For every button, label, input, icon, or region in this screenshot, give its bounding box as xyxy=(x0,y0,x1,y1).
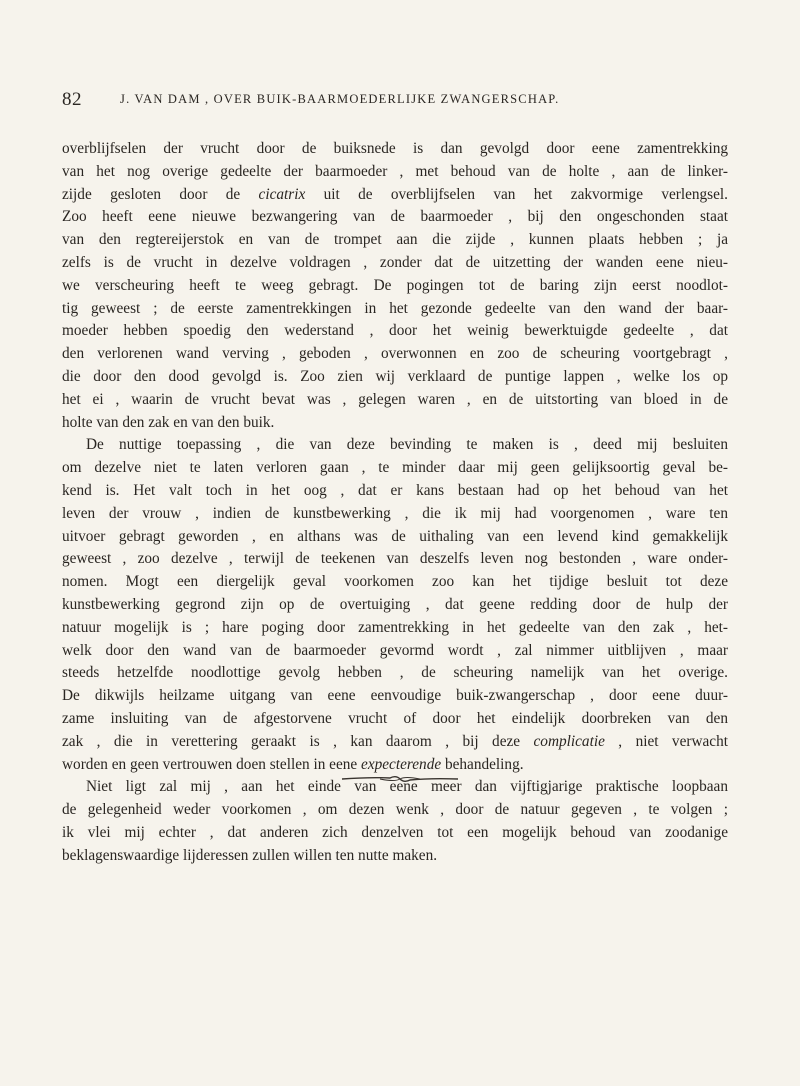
text-line: van het nog overige gedeelte der baarmoeder , met behoud van de holte , aan de linker- xyxy=(62,162,728,180)
text-line: tig geweest ; de eerste zamentrekkingen in het gezonde gedeelte van den wand der baar- xyxy=(62,299,728,317)
text-line: ik vlei mij echter , dat anderen zich denzelven tot een mogelijk behoud van zoodanige xyxy=(62,823,728,841)
text-line: zelfs is de vrucht in dezelve voldragen , zonder dat de uitzetting der wanden eene nieu- xyxy=(62,253,728,271)
text-line: die door den dood gevolgd is. Zoo zien wij verklaard de puntige lappen , welke los op xyxy=(62,367,728,385)
text-line: moeder hebben spoedig den wederstand , door het weinig bewerktuigde gedeelte , dat xyxy=(62,322,728,340)
text-line: steeds hetzelfde noodlottige gevolg hebben , de scheuring namelijk van het overige. xyxy=(62,664,728,682)
text-line: holte van den zak en van den buik. xyxy=(62,413,275,431)
text-line: natuur mogelijk is ; hare poging door zamentrekking in het gedeelte van den zak , het- xyxy=(62,618,728,636)
text-line: het ei , waarin de vrucht bevat was , gelegen waren , en de uitstorting van bloed in de xyxy=(62,390,728,408)
text-line: welk door den wand van de baarmoeder gevormd wordt , zal nimmer uitblijven , maar xyxy=(62,641,728,659)
running-head xyxy=(62,89,726,111)
text-line: leven der vrouw , indien de kunstbewerking , die ik mij had voorgenomen , ware ten xyxy=(62,504,728,522)
italic-term: cicatrix xyxy=(258,185,306,203)
text-line: geweest , zoo dezelve , terwijl de teekenen van deszelfs leven nog bestonden , ware onder- xyxy=(62,550,728,568)
text-line: zak , die in verettering geraakt is , kan daarom , bij deze complicatie , niet verwacht xyxy=(62,732,728,750)
text-line: kend is. Het valt toch in het oog , dat er kans bestaan had op het behoud van het xyxy=(62,481,728,499)
running-title: J. VAN DAM , OVER BUIK-BAARMOEDERLIJKE ZWANGERSCHAP. xyxy=(120,92,560,106)
text-line: zijde gesloten door de cicatrix uit de overblijfselen van het zakvormige verlengsel. xyxy=(62,185,729,203)
text-line: nomen. Mogt een diergelijk geval voorkomen zoo kan het tijdige besluit tot deze xyxy=(62,573,728,591)
tailpiece-ornament-icon xyxy=(340,774,460,784)
text-line: zame insluiting van de afgestorvene vrucht of door het eindelijk doorbreken van den xyxy=(62,709,728,727)
text-line: worden en geen vertrouwen doen stellen in eene expecterende behandeling. xyxy=(62,755,524,773)
page-number: 82 xyxy=(62,89,82,110)
text-line: beklagenswaardige lijderessen zullen willen ten nutte maken. xyxy=(62,846,438,864)
text-line: de gelegenheid weder voorkomen , om dezen wenk , door de natuur gegeven , te volgen ; xyxy=(62,801,728,819)
text-line: Zoo heeft eene nieuwe bezwangering van de baarmoeder , bij den ongeschonden staat xyxy=(62,208,728,226)
body-text xyxy=(62,138,728,868)
italic-term: complicatie xyxy=(533,732,605,750)
text-line: van den regtereijerstok en van de trompet aan die zijde , kunnen plaats hebben ; ja xyxy=(62,231,728,249)
text-line: kunstbewerking gegrond zijn op de overtuiging , dat geene redding door de hulp der xyxy=(62,595,728,613)
text-line: overblijfselen der vrucht door de buiksnede is dan gevolgd door eene zamentrekking xyxy=(62,140,728,157)
text-line: Niet ligt zal mij , aan het einde van eene meer dan vijftigjarige praktische loopbaan xyxy=(86,778,728,796)
text-line: om dezelve niet te laten verloren gaan , te minder daar mij geen gelijksoortig geval be- xyxy=(62,459,728,477)
text-line: we verscheuring heeft te weeg gebragt. De pogingen tot de baring zijn eerst noodlot- xyxy=(62,276,728,294)
text-line: De nuttige toepassing , die van deze bevinding te maken is , deed mij besluiten xyxy=(86,436,728,454)
italic-term: expecterende xyxy=(361,755,442,773)
text-line: De dikwijls heilzame uitgang van eene eenvoudige buik-zwangerschap , door eene duur- xyxy=(62,687,728,705)
text-line: den verlorenen wand verving , geboden , overwonnen en zoo de scheuring voortgebragt , xyxy=(62,345,728,363)
text-line: uitvoer gebragt geworden , en althans was de uithaling van een levend kind gemakkelijk xyxy=(62,527,728,545)
